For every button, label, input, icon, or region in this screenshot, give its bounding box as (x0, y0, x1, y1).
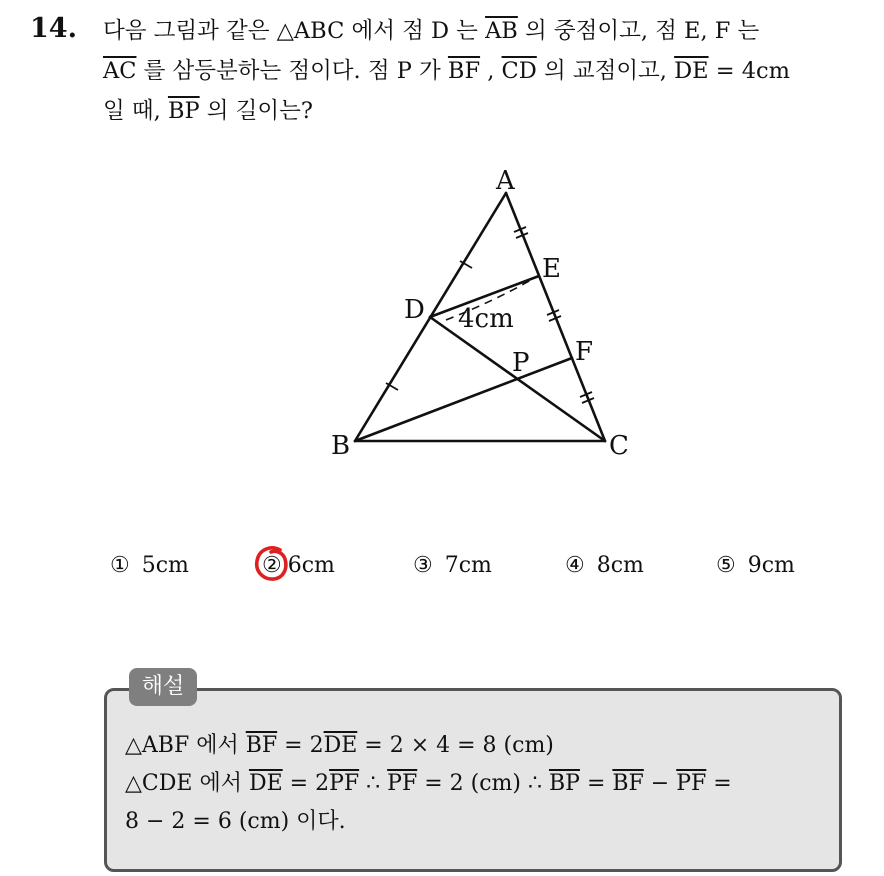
explanation-text-segment: = (579, 771, 613, 796)
explanation-label: 해설 (129, 668, 197, 706)
choice-1[interactable] (110, 553, 189, 578)
segment-ac: $\overline{AC}$ (103, 58, 137, 84)
choice-2-mark: ② (262, 553, 282, 578)
choice-3-text: 7cm (444, 553, 492, 578)
question-text-segment: = 4cm (708, 58, 790, 84)
segment-bp: $\overline{BP}$ (548, 771, 580, 796)
explanation-text-segment: = 2 (282, 771, 330, 796)
explanation-line-1 (125, 727, 835, 765)
choice-3[interactable] (413, 553, 492, 578)
explanation-text-segment: = 2 × 4 = 8 (cm) (357, 733, 554, 758)
segment-bf: $\overline{BF}$ (245, 733, 278, 758)
point-label-d: D (404, 295, 425, 325)
vertex-label-c: C (609, 431, 629, 461)
segment-bf: $\overline{BF}$ (612, 771, 644, 796)
question-text-segment: 의 교점이고, (536, 58, 675, 84)
explanation-line-2 (125, 765, 835, 803)
segment-bf: $\overline{BF}$ (447, 58, 481, 84)
segment-bf-line (355, 358, 572, 441)
choice-5-mark: ⑤ (716, 553, 736, 578)
choice-5-text: 9cm (747, 553, 795, 578)
explanation-text-segment: = (706, 771, 732, 796)
choice-4-text: 8cm (596, 553, 644, 578)
side-ac (506, 193, 605, 441)
question-text-segment: , (480, 58, 502, 84)
explanation-text-segment: △CDE 에서 (125, 771, 249, 796)
segment-pf: $\overline{PF}$ (676, 771, 707, 796)
choice-2-text: 6cm (287, 553, 335, 578)
explanation-text-segment: 8 − 2 = 6 (cm) 이다. (125, 809, 346, 834)
point-label-p: P (512, 348, 530, 378)
vertex-label-a: A (496, 166, 515, 196)
choice-4-mark: ④ (565, 553, 585, 578)
question-text-segment: 의 길이는? (199, 98, 313, 124)
segment-ab: $\overline{AB}$ (485, 18, 518, 44)
question-number: 14. (30, 13, 77, 44)
point-label-f: F (575, 337, 594, 367)
explanation-text-segment: − (643, 771, 677, 796)
choice-1-text: 5cm (141, 553, 189, 578)
point-label-e: E (542, 254, 561, 284)
question-text-segment: 다음 그림과 같은 △ABC 에서 점 D 는 (103, 18, 486, 44)
explanation-text-segment: = 2 (277, 733, 324, 758)
question-text-segment: 일 때, (103, 98, 168, 124)
answer-choices (0, 553, 884, 587)
explanation-text-segment: ∴ (359, 771, 388, 796)
explanation-line-3 (125, 803, 835, 841)
explanation-text-segment: △ABF 에서 (125, 733, 246, 758)
choice-4[interactable] (565, 553, 644, 578)
vertex-label-b: B (331, 431, 351, 461)
question-text-segment: 의 중점이고, 점 E, F 는 (517, 18, 760, 44)
segment-bp: $\overline{BP}$ (167, 98, 200, 124)
choice-1-mark: ① (110, 553, 130, 578)
de-length-label: 4cm (458, 304, 514, 334)
segment-de: $\overline{DE}$ (674, 58, 709, 84)
question-text-segment: 를 삼등분하는 점이다. 점 P 가 (136, 58, 448, 84)
choice-5[interactable] (716, 553, 795, 578)
choice-3-mark: ③ (413, 553, 433, 578)
segment-pf: $\overline{PF}$ (329, 771, 360, 796)
segment-cd: $\overline{CD}$ (501, 58, 537, 84)
explanation-text (125, 727, 835, 841)
segment-cd-line (430, 317, 605, 441)
segment-de: $\overline{DE}$ (323, 733, 358, 758)
explanation-text-segment: = 2 (cm) ∴ (417, 771, 549, 796)
selected-answer-circle-icon (254, 544, 290, 582)
segment-pf: $\overline{PF}$ (387, 771, 418, 796)
segment-de: $\overline{DE}$ (248, 771, 283, 796)
